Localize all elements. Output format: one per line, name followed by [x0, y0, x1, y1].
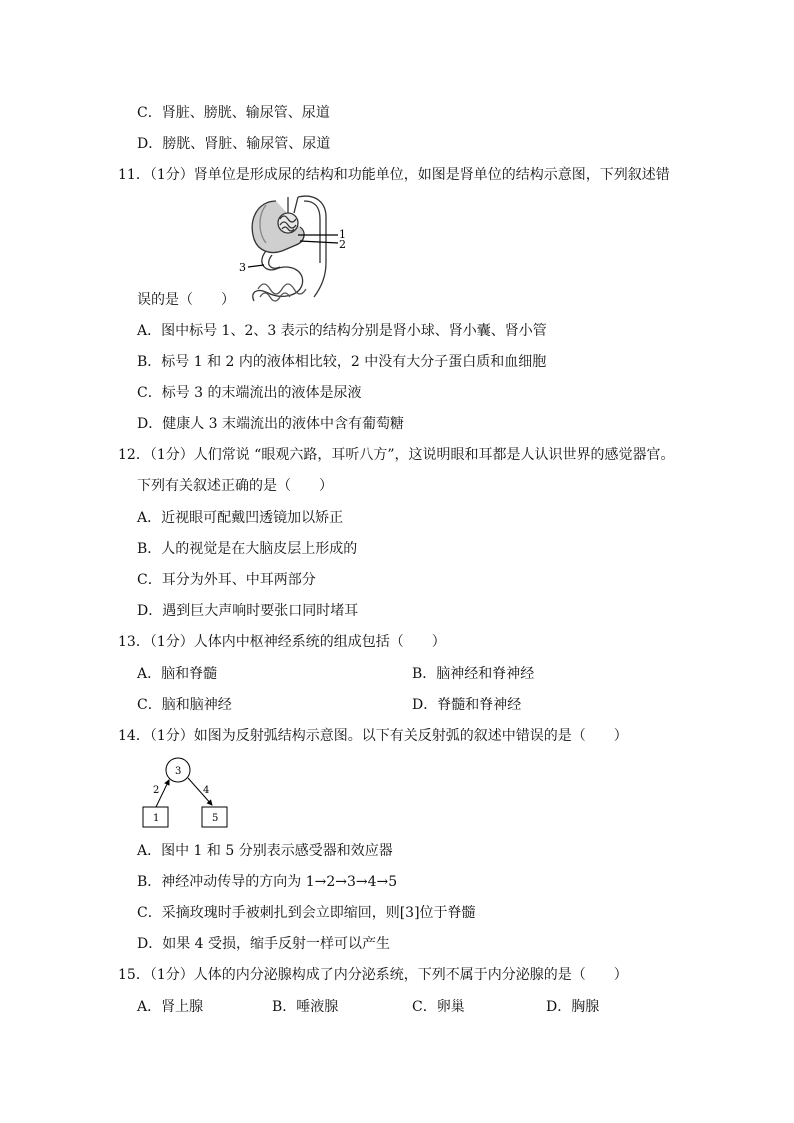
q15-option-b: B．唾液腺 — [272, 999, 339, 1015]
q13-option-b: B．脑神经和脊神经 — [412, 666, 535, 682]
q12-stem-cont: 下列有关叙述正确的是（ ） — [137, 478, 333, 494]
q15-option-d: D．胸腺 — [546, 999, 600, 1015]
q14-option-c: C．采摘玫瑰时手被刺扎到会立即缩回，则[3]位于脊髓 — [137, 905, 476, 921]
q11-option-a: A．图中标号 1、2、3 表示的结构分别是肾小球、肾小囊、肾小管 — [137, 323, 547, 339]
q14-stem: 14．（1分）如图为反射弧结构示意图。以下有关反射弧的叙述中错误的是（ ） — [118, 728, 628, 744]
q11-option-b: B．标号 1 和 2 内的液体相比较，2 中没有大分子蛋白质和血细胞 — [137, 354, 547, 370]
q12-stem: 12．（1分）人们常说 “眼观六路，耳听八方”，这说明眼和耳都是人认识世界的感觉器官。 — [118, 447, 675, 463]
nephron-label-1: 1 — [339, 228, 346, 241]
q14-option-a: A．图中 1 和 5 分别表示感受器和效应器 — [137, 843, 393, 859]
q13-option-a: A．脑和脊髓 — [137, 666, 218, 682]
q15-option-a: A．肾上腺 — [137, 999, 204, 1015]
reflex-label-5: 5 — [212, 813, 219, 824]
q12-option-c: C．耳分为外耳、中耳两部分 — [137, 572, 316, 588]
q13-option-d: D．脊髓和脊神经 — [412, 697, 522, 713]
q12-option-b: B．人的视觉是在大脑皮层上形成的 — [137, 541, 358, 557]
q10-option-c: C．肾脏、膀胱、输尿管、尿道 — [137, 105, 330, 121]
q15-option-c: C．卵巢 — [412, 999, 465, 1015]
q13-option-c: C．脑和脑神经 — [137, 697, 232, 713]
q14-option-b: B．神经冲动传导的方向为 1→2→3→4→5 — [137, 874, 398, 890]
reflex-label-2: 2 — [153, 785, 160, 796]
q15-stem: 15．（1分）人体的内分泌腺构成了内分泌系统，下列不属于内分泌腺的是（ ） — [118, 967, 628, 983]
q11-stem-cont: 误的是（ ） — [137, 292, 235, 308]
reflex-label-4: 4 — [203, 785, 210, 796]
q11-option-c: C．标号 3 的末端流出的液体是尿液 — [137, 385, 362, 401]
nephron-figure — [236, 193, 350, 307]
q12-option-a: A．近视眼可配戴凹透镜加以矫正 — [137, 510, 344, 526]
reflex-label-3: 3 — [175, 766, 182, 777]
q11-stem: 11．（1分）肾单位是形成尿的结构和功能单位，如图是肾单位的结构示意图，下列叙述错 — [118, 167, 670, 183]
nephron-label-2: 2 — [339, 238, 346, 251]
q11-option-d: D．健康人 3 末端流出的液体中含有葡萄糖 — [137, 416, 405, 432]
reflex-arc-figure — [136, 756, 236, 832]
reflex-label-1: 1 — [153, 813, 160, 824]
q10-option-d: D．膀胱、肾脏、输尿管、尿道 — [137, 136, 331, 152]
q12-option-d: D．遇到巨大声响时要张口同时堵耳 — [137, 603, 359, 619]
nephron-label-3: 3 — [239, 261, 246, 274]
q14-option-d: D．如果 4 受损，缩手反射一样可以产生 — [137, 936, 391, 952]
q13-stem: 13．（1分）人体内中枢神经系统的组成包括（ ） — [118, 634, 446, 650]
